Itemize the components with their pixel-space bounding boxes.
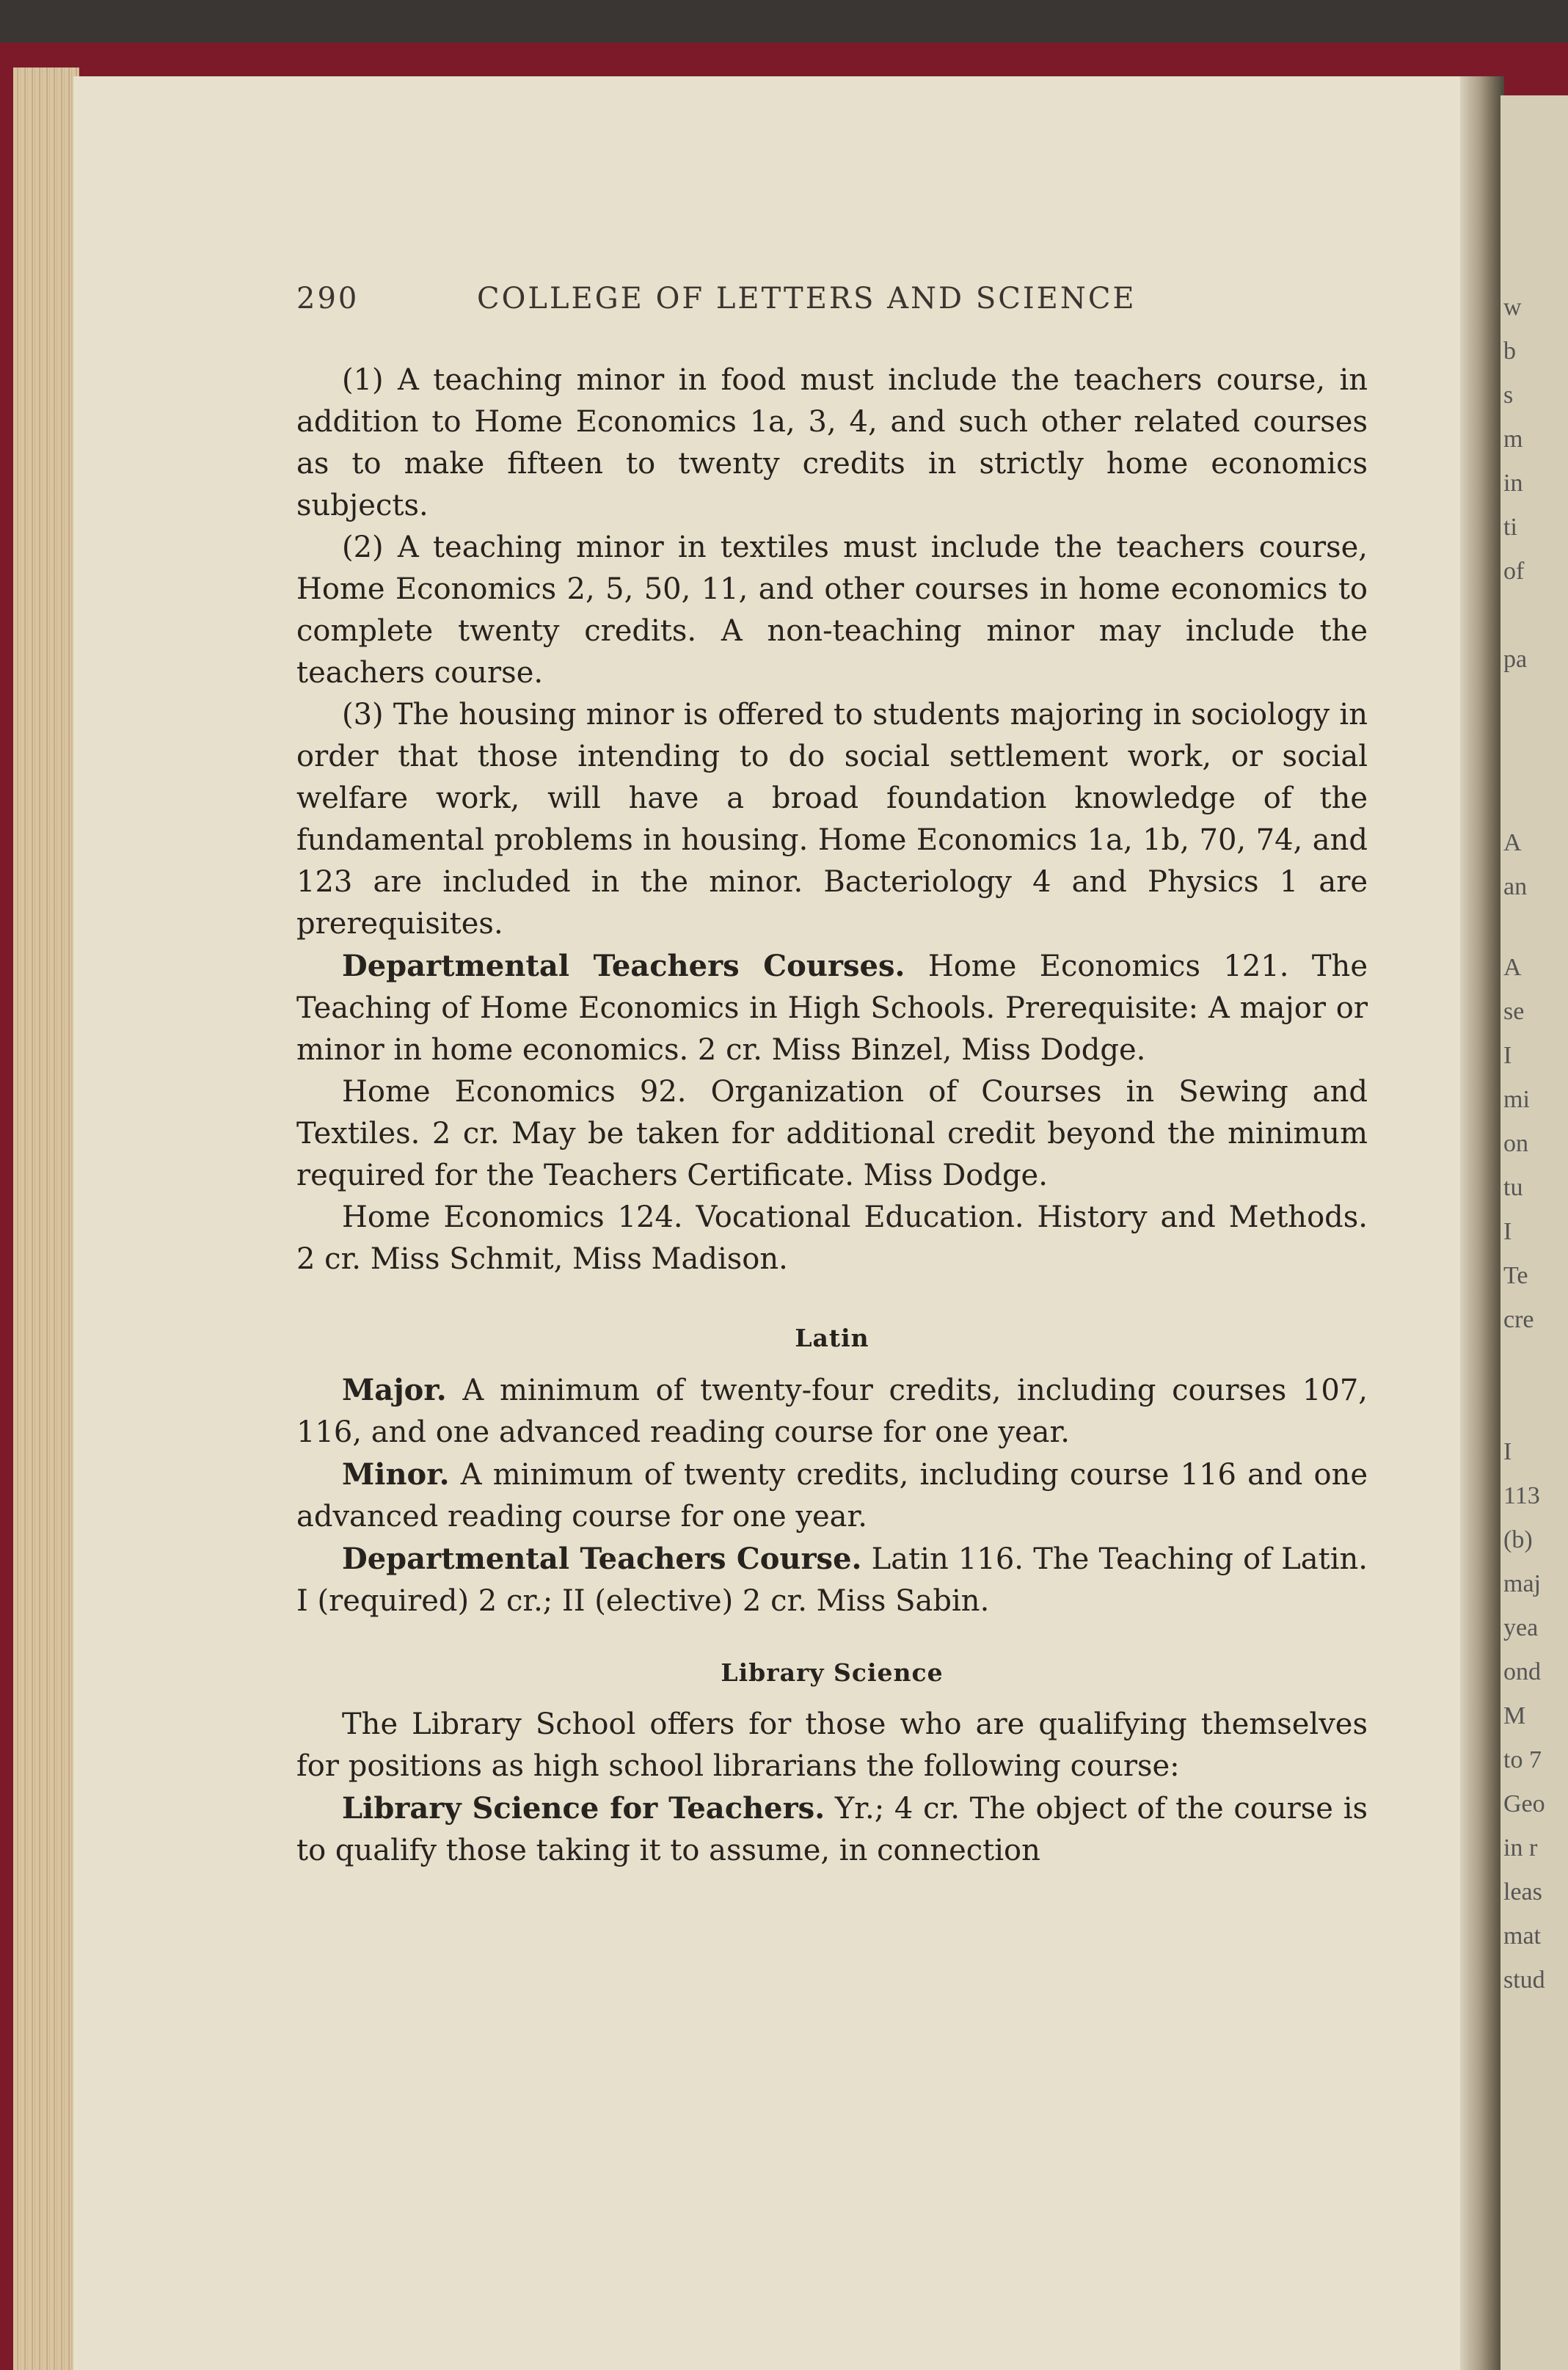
- facing-page-fragment: in: [1503, 470, 1523, 497]
- facing-page-fragment: pa: [1503, 646, 1528, 673]
- page-body: [296, 360, 1368, 1872]
- facing-page-fragment: I: [1503, 1438, 1512, 1465]
- paragraph-course-92: Home Economics 92. Organization of Courses in Sewing and Textiles. 2 cr. May be taken for additional credit beyond the minimum required for the Teachers Certificate. Miss Dodge.: [296, 1075, 1368, 1192]
- facing-page-fragment: A: [1503, 829, 1522, 856]
- facing-page-fragment: tu: [1503, 1174, 1523, 1201]
- section-heading-latin: Latin: [795, 1324, 869, 1352]
- facing-page-fragment: leas: [1503, 1878, 1542, 1906]
- facing-page-fragment: to 7: [1503, 1746, 1542, 1773]
- facing-page-fragment: A: [1503, 954, 1522, 981]
- paragraph-latin-major: [296, 1369, 1368, 1454]
- facing-page-fragment: Te: [1503, 1262, 1528, 1289]
- facing-page-fragment: Geo: [1503, 1790, 1545, 1817]
- facing-page-fragment: m: [1503, 426, 1523, 453]
- facing-page-fragment: I: [1503, 1042, 1512, 1069]
- facing-page-fragment: b: [1503, 338, 1516, 365]
- paragraph-course-124: Home Economics 124. Vocational Education. History and Methods. 2 cr. Miss Schmit, Miss Madison.: [296, 1200, 1368, 1276]
- paragraph-library-intro: The Library School offers for those who are qualifying themselves for positions as high school librarians the following course:: [296, 1707, 1368, 1783]
- facing-page-fragment: an: [1503, 873, 1528, 900]
- paragraph-food-minor: (1) A teaching minor in food must include the teachers course, in addition to Home Economics 1a, 3, 4, and such other related courses as to make fifteen to twenty credits in strictly home economics subjects.: [296, 363, 1368, 522]
- facing-page-fragment: I: [1503, 1218, 1512, 1245]
- paragraph-housing-minor: (3) The housing minor is offered to students majoring in sociology in order that those intending to do social settlement work, or social welfare work, will have a broad foundation knowledge of the fundamental problems in housing. Home Economics 1a, 1b, 70, 74, and 123 are included in the minor. Bacteriology 4 and Physics 1 are prerequisites.: [296, 698, 1368, 941]
- facing-page: [1500, 95, 1568, 2370]
- facing-page-fragment: yea: [1503, 1614, 1539, 1641]
- facing-page-fragment: ond: [1503, 1658, 1541, 1685]
- book-gutter: [1460, 76, 1504, 2370]
- facing-page-fragment: (b): [1503, 1526, 1533, 1553]
- latin-minor-text: A minimum of twenty credits, including course 116 and one advanced reading course for one year.: [296, 1458, 1368, 1534]
- latin-teachers-label: Departmental Teachers Course.: [342, 1542, 862, 1576]
- facing-page-fragment: maj: [1503, 1570, 1541, 1597]
- paragraph-latin-teachers: [296, 1538, 1368, 1622]
- facing-page-fragment: w: [1503, 293, 1522, 321]
- facing-page-fragment: of: [1503, 558, 1525, 585]
- paragraph-latin-minor: [296, 1454, 1368, 1538]
- paragraph-teachers-courses: [296, 945, 1368, 1071]
- facing-page-fragment: s: [1503, 382, 1514, 409]
- page-number: 290: [296, 282, 360, 316]
- facing-page-fragment: se: [1503, 998, 1525, 1025]
- latin-minor-label: Minor.: [342, 1457, 450, 1492]
- latin-major-label: Major.: [342, 1373, 447, 1407]
- running-title: COLLEGE OF LETTERS AND SCIENCE: [477, 282, 1137, 316]
- facing-page-fragment: mi: [1503, 1086, 1530, 1113]
- paragraph-library-course: [296, 1787, 1368, 1872]
- paragraph-textiles-minor: (2) A teaching minor in textiles must include the teachers course, Home Economics 2, 5, 50, 11, and other courses in home economics to complete twenty credits. A non-teaching minor may include the teachers course.: [296, 530, 1368, 690]
- facing-page-fragment: in r: [1503, 1834, 1538, 1862]
- facing-page-fragment: cre: [1503, 1306, 1534, 1333]
- facing-page-fragment: ti: [1503, 514, 1517, 541]
- library-course-text: Yr.; 4 cr. The object of the course is to qualify those taking it to assume, in connection: [296, 1792, 1368, 1867]
- latin-major-text: A minimum of twenty-four credits, including courses 107, 116, and one advanced reading course for one year.: [296, 1374, 1368, 1449]
- page-edges: [13, 68, 79, 2370]
- section-heading-library-science: Library Science: [721, 1658, 944, 1687]
- facing-page-fragment: 113: [1503, 1482, 1540, 1509]
- facing-page-fragment: mat: [1503, 1922, 1541, 1950]
- teachers-courses-label: Departmental Teachers Courses.: [342, 949, 905, 983]
- facing-page-fragment: on: [1503, 1130, 1528, 1157]
- teachers-courses-text: Home Economics 121. The Teaching of Home Economics in High Schools. Prerequisite: A major or minor in home economics. 2 cr. Miss Binzel, Miss Dodge.: [296, 949, 1368, 1067]
- library-course-label: Library Science for Teachers.: [342, 1791, 825, 1826]
- facing-page-fragment: stud: [1503, 1966, 1545, 1994]
- facing-page-fragment: M: [1503, 1702, 1526, 1729]
- latin-teachers-text: Latin 116. The Teaching of Latin. I (required) 2 cr.; II (elective) 2 cr. Miss Sabin.: [296, 1542, 1368, 1618]
